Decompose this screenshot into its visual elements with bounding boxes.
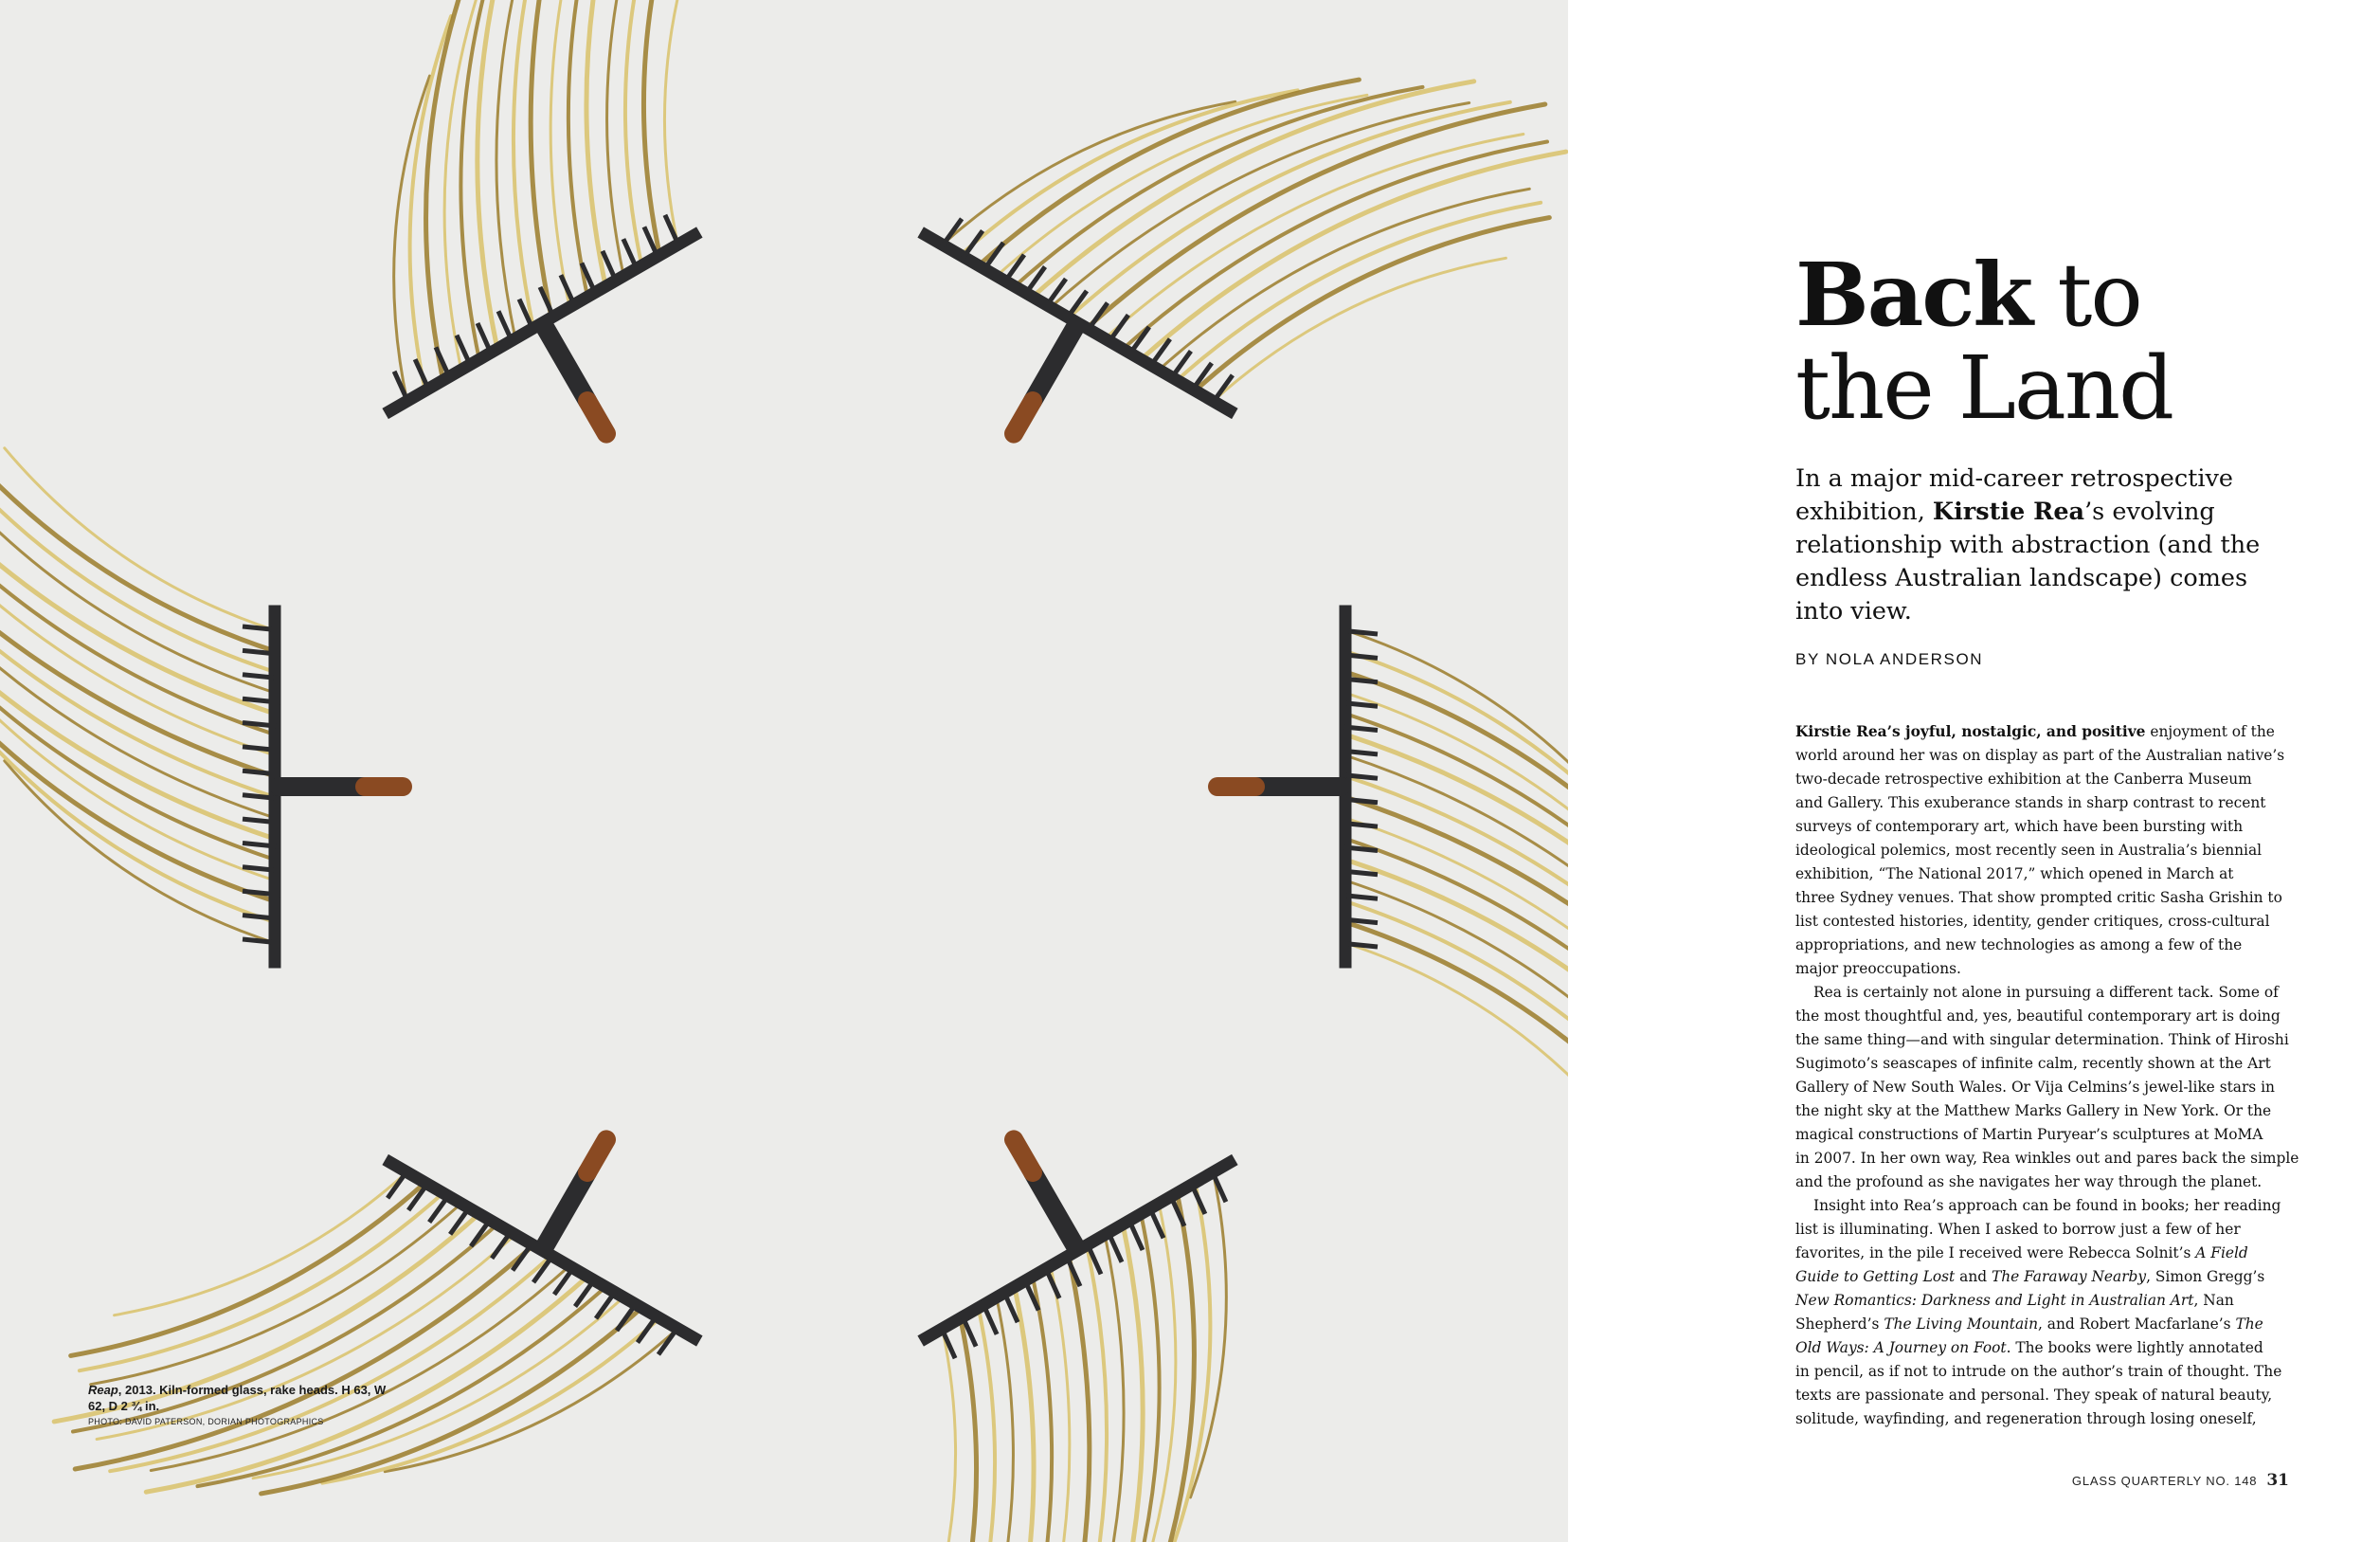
body-text: major preoccupations. bbox=[1795, 960, 1961, 977]
body-line bbox=[1795, 839, 2307, 862]
rake-socket bbox=[545, 327, 587, 401]
body-line bbox=[1795, 1384, 2307, 1407]
glass-tine bbox=[71, 1183, 425, 1356]
body-line bbox=[1795, 1218, 2307, 1242]
body-text: texts are passionate and personal. They speak of natural beauty, bbox=[1795, 1387, 2273, 1404]
body-line bbox=[1795, 1407, 2307, 1431]
book-title: Old Ways: A Journey on Foot bbox=[1795, 1339, 2007, 1356]
glass-tine bbox=[982, 1287, 1034, 1542]
headline-part1: to bbox=[2031, 245, 2141, 346]
headline bbox=[1795, 244, 2326, 439]
body-text: solitude, wayfinding, and regeneration through losing oneself, bbox=[1795, 1410, 2257, 1427]
body-text: the same thing—and with singular determination. Think of Hiroshi bbox=[1795, 1031, 2289, 1048]
glass-tine bbox=[568, 0, 621, 297]
body-line bbox=[1795, 768, 2307, 791]
body-text: , Simon Gregg’s bbox=[2146, 1268, 2265, 1285]
body-text: three Sydney venues. That show prompted critic Sasha Grishin to bbox=[1795, 889, 2282, 906]
rake-socket bbox=[1033, 1172, 1075, 1246]
body-text: magical constructions of Martin Puryear’s sculptures at MoMA bbox=[1795, 1126, 2263, 1143]
wooden-handle-stub bbox=[1014, 401, 1033, 434]
glass-tine bbox=[0, 713, 275, 922]
body-text: exhibition, “The National 2017,” which opened in March at bbox=[1795, 865, 2234, 882]
body-text: the most thoughtful and, yes, beautiful contemporary art is doing bbox=[1795, 1007, 2281, 1025]
book-title: A Field bbox=[2195, 1244, 2248, 1261]
body-text: two-decade retrospective exhibition at the Canberra Museum bbox=[1795, 771, 2252, 788]
body-line bbox=[1795, 1289, 2307, 1313]
page-number: 31 bbox=[2266, 1471, 2289, 1490]
body-line bbox=[1795, 720, 2307, 744]
body-text: Rea is certainly not alone in pursuing a different tack. Some of bbox=[1813, 984, 2279, 1001]
glass-tine bbox=[0, 495, 275, 755]
glass-tine bbox=[1345, 797, 1568, 1082]
dek-artist-name: Kirstie Rea bbox=[1932, 498, 2085, 526]
body-line bbox=[1795, 1242, 2307, 1265]
body-text: surveys of contemporary art, which have been bursting with bbox=[1795, 818, 2244, 835]
book-title: The Living Mountain bbox=[1884, 1315, 2038, 1333]
glass-tine bbox=[920, 1329, 956, 1542]
folio-label: GLASS QUARTERLY NO. 148 bbox=[2071, 1474, 2258, 1488]
body-line bbox=[1795, 934, 2307, 957]
rake-socket bbox=[545, 1172, 587, 1246]
glass-tine bbox=[1109, 1214, 1160, 1542]
body-line bbox=[1795, 815, 2307, 839]
glass-tine bbox=[1195, 218, 1549, 391]
body-text: , and Robert Macfarlane’s bbox=[2037, 1315, 2236, 1333]
body-line bbox=[1795, 1360, 2307, 1384]
body-text: list is illuminating. When I asked to borrow just a few of her bbox=[1795, 1221, 2241, 1238]
body-line bbox=[1795, 1005, 2307, 1028]
glass-tine bbox=[514, 0, 568, 328]
glass-tine bbox=[5, 761, 275, 943]
body-line bbox=[1795, 1076, 2307, 1099]
body-line bbox=[1795, 1028, 2307, 1052]
body-line bbox=[1795, 1170, 2307, 1194]
body-line bbox=[1795, 1123, 2307, 1147]
book-title: The bbox=[2235, 1315, 2263, 1333]
glass-tine bbox=[550, 0, 602, 307]
book-title: New Romantics: Darkness and Light in Australian Art bbox=[1795, 1292, 2194, 1309]
glass-tine bbox=[0, 471, 275, 735]
glass-tine bbox=[531, 0, 586, 317]
glass-tine bbox=[664, 0, 700, 245]
body-text: and the profound as she navigates her way through the planet. bbox=[1795, 1173, 2263, 1190]
body-text: list contested histories, identity, gender critiques, cross-cultural bbox=[1795, 913, 2270, 930]
body-text: the night sky at the Matthew Marks Gallery in New York. Or the bbox=[1795, 1102, 2272, 1119]
body-text: favorites, in the pile I received were Rebecca Solnit’s bbox=[1795, 1244, 2196, 1261]
body-text: and bbox=[1955, 1268, 1992, 1285]
folio bbox=[2072, 1471, 2289, 1490]
body-text: in 2007. In her own way, Rea winkles out and pares back the simple bbox=[1795, 1150, 2299, 1167]
body-text: Gallery of New South Wales. Or Vija Celmins’s jewel-like stars in bbox=[1795, 1079, 2275, 1096]
dek-before: In a major mid-career retrospective exhibition, bbox=[1795, 464, 2234, 526]
body-text: ideological polemics, most recently seen in Australia’s biennial bbox=[1795, 842, 2263, 859]
caption-title: Reap bbox=[88, 1383, 118, 1397]
glass-tine bbox=[586, 0, 639, 286]
body-text: world around her was on display as part of the Australian native’s bbox=[1795, 747, 2285, 764]
body-line bbox=[1795, 957, 2307, 981]
body-text: Sugimoto’s seascapes of infinite calm, recently shown at the Art bbox=[1795, 1055, 2271, 1072]
dek-after: ’s evolving relationship with abstraction (and the endless Australian landscape) comes into view. bbox=[1795, 498, 2261, 626]
wooden-handle-stub bbox=[1014, 1139, 1033, 1172]
lead-in-bold: Kirstie Rea’s joyful, nostalgic, and positive bbox=[1795, 723, 2146, 740]
photo-caption bbox=[88, 1382, 391, 1426]
body-line bbox=[1795, 981, 2307, 1005]
headline-part2: the Land bbox=[1795, 337, 2173, 439]
glass-tine bbox=[1000, 1277, 1052, 1542]
article-body bbox=[1795, 720, 2307, 1431]
caption-text bbox=[88, 1382, 391, 1414]
body-line bbox=[1795, 1147, 2307, 1170]
body-text: Shepherd’s bbox=[1795, 1315, 1884, 1333]
body-line bbox=[1795, 744, 2307, 768]
body-line bbox=[1795, 1265, 2307, 1289]
body-line bbox=[1795, 886, 2307, 910]
glass-tine bbox=[5, 448, 275, 630]
body-line bbox=[1795, 1313, 2307, 1336]
glass-tine bbox=[1019, 1266, 1070, 1542]
photo-credit: PHOTO: DAVID PATERSON, DORIAN PHOTOGRAPHICS bbox=[88, 1417, 324, 1426]
body-text: . The books were lightly annotated bbox=[2006, 1339, 2263, 1356]
rake-heads bbox=[243, 215, 1378, 1358]
rake-socket bbox=[1033, 327, 1075, 401]
body-line bbox=[1795, 791, 2307, 815]
body-text: appropriations, and new technologies as among a few of the bbox=[1795, 936, 2243, 953]
body-text: enjoyment of the bbox=[2145, 723, 2275, 740]
body-line bbox=[1795, 1336, 2307, 1360]
wooden-handle-stub bbox=[587, 1139, 606, 1172]
dek bbox=[1795, 463, 2288, 628]
headline-bold: Back bbox=[1795, 244, 2032, 346]
body-line bbox=[1795, 1052, 2307, 1076]
body-line bbox=[1795, 910, 2307, 934]
body-text: Insight into Rea’s approach can be found in books; her reading bbox=[1813, 1197, 2281, 1214]
glass-tine bbox=[1089, 1225, 1143, 1542]
byline: BY NOLA ANDERSON bbox=[1795, 650, 1984, 668]
body-text: and Gallery. This exuberance stands in sharp contrast to recent bbox=[1795, 794, 2266, 811]
body-line bbox=[1795, 1194, 2307, 1218]
glass-tine bbox=[1034, 1256, 1090, 1542]
body-text: , Nan bbox=[2193, 1292, 2234, 1309]
glass-tine bbox=[1053, 1245, 1107, 1542]
body-line bbox=[1795, 862, 2307, 886]
glass-tine bbox=[426, 0, 473, 380]
body-line bbox=[1795, 1099, 2307, 1123]
book-title: The Faraway Nearby bbox=[1991, 1268, 2147, 1285]
body-text: in pencil, as if not to intrude on the author’s train of thought. The bbox=[1795, 1363, 2282, 1380]
book-title: Guide to Getting Lost bbox=[1795, 1268, 1956, 1285]
caption-details: , 2013. Kiln-formed glass, rake heads. H 63, W 62, D 2 ¾ in. bbox=[88, 1383, 387, 1413]
wooden-handle-stub bbox=[587, 401, 606, 434]
